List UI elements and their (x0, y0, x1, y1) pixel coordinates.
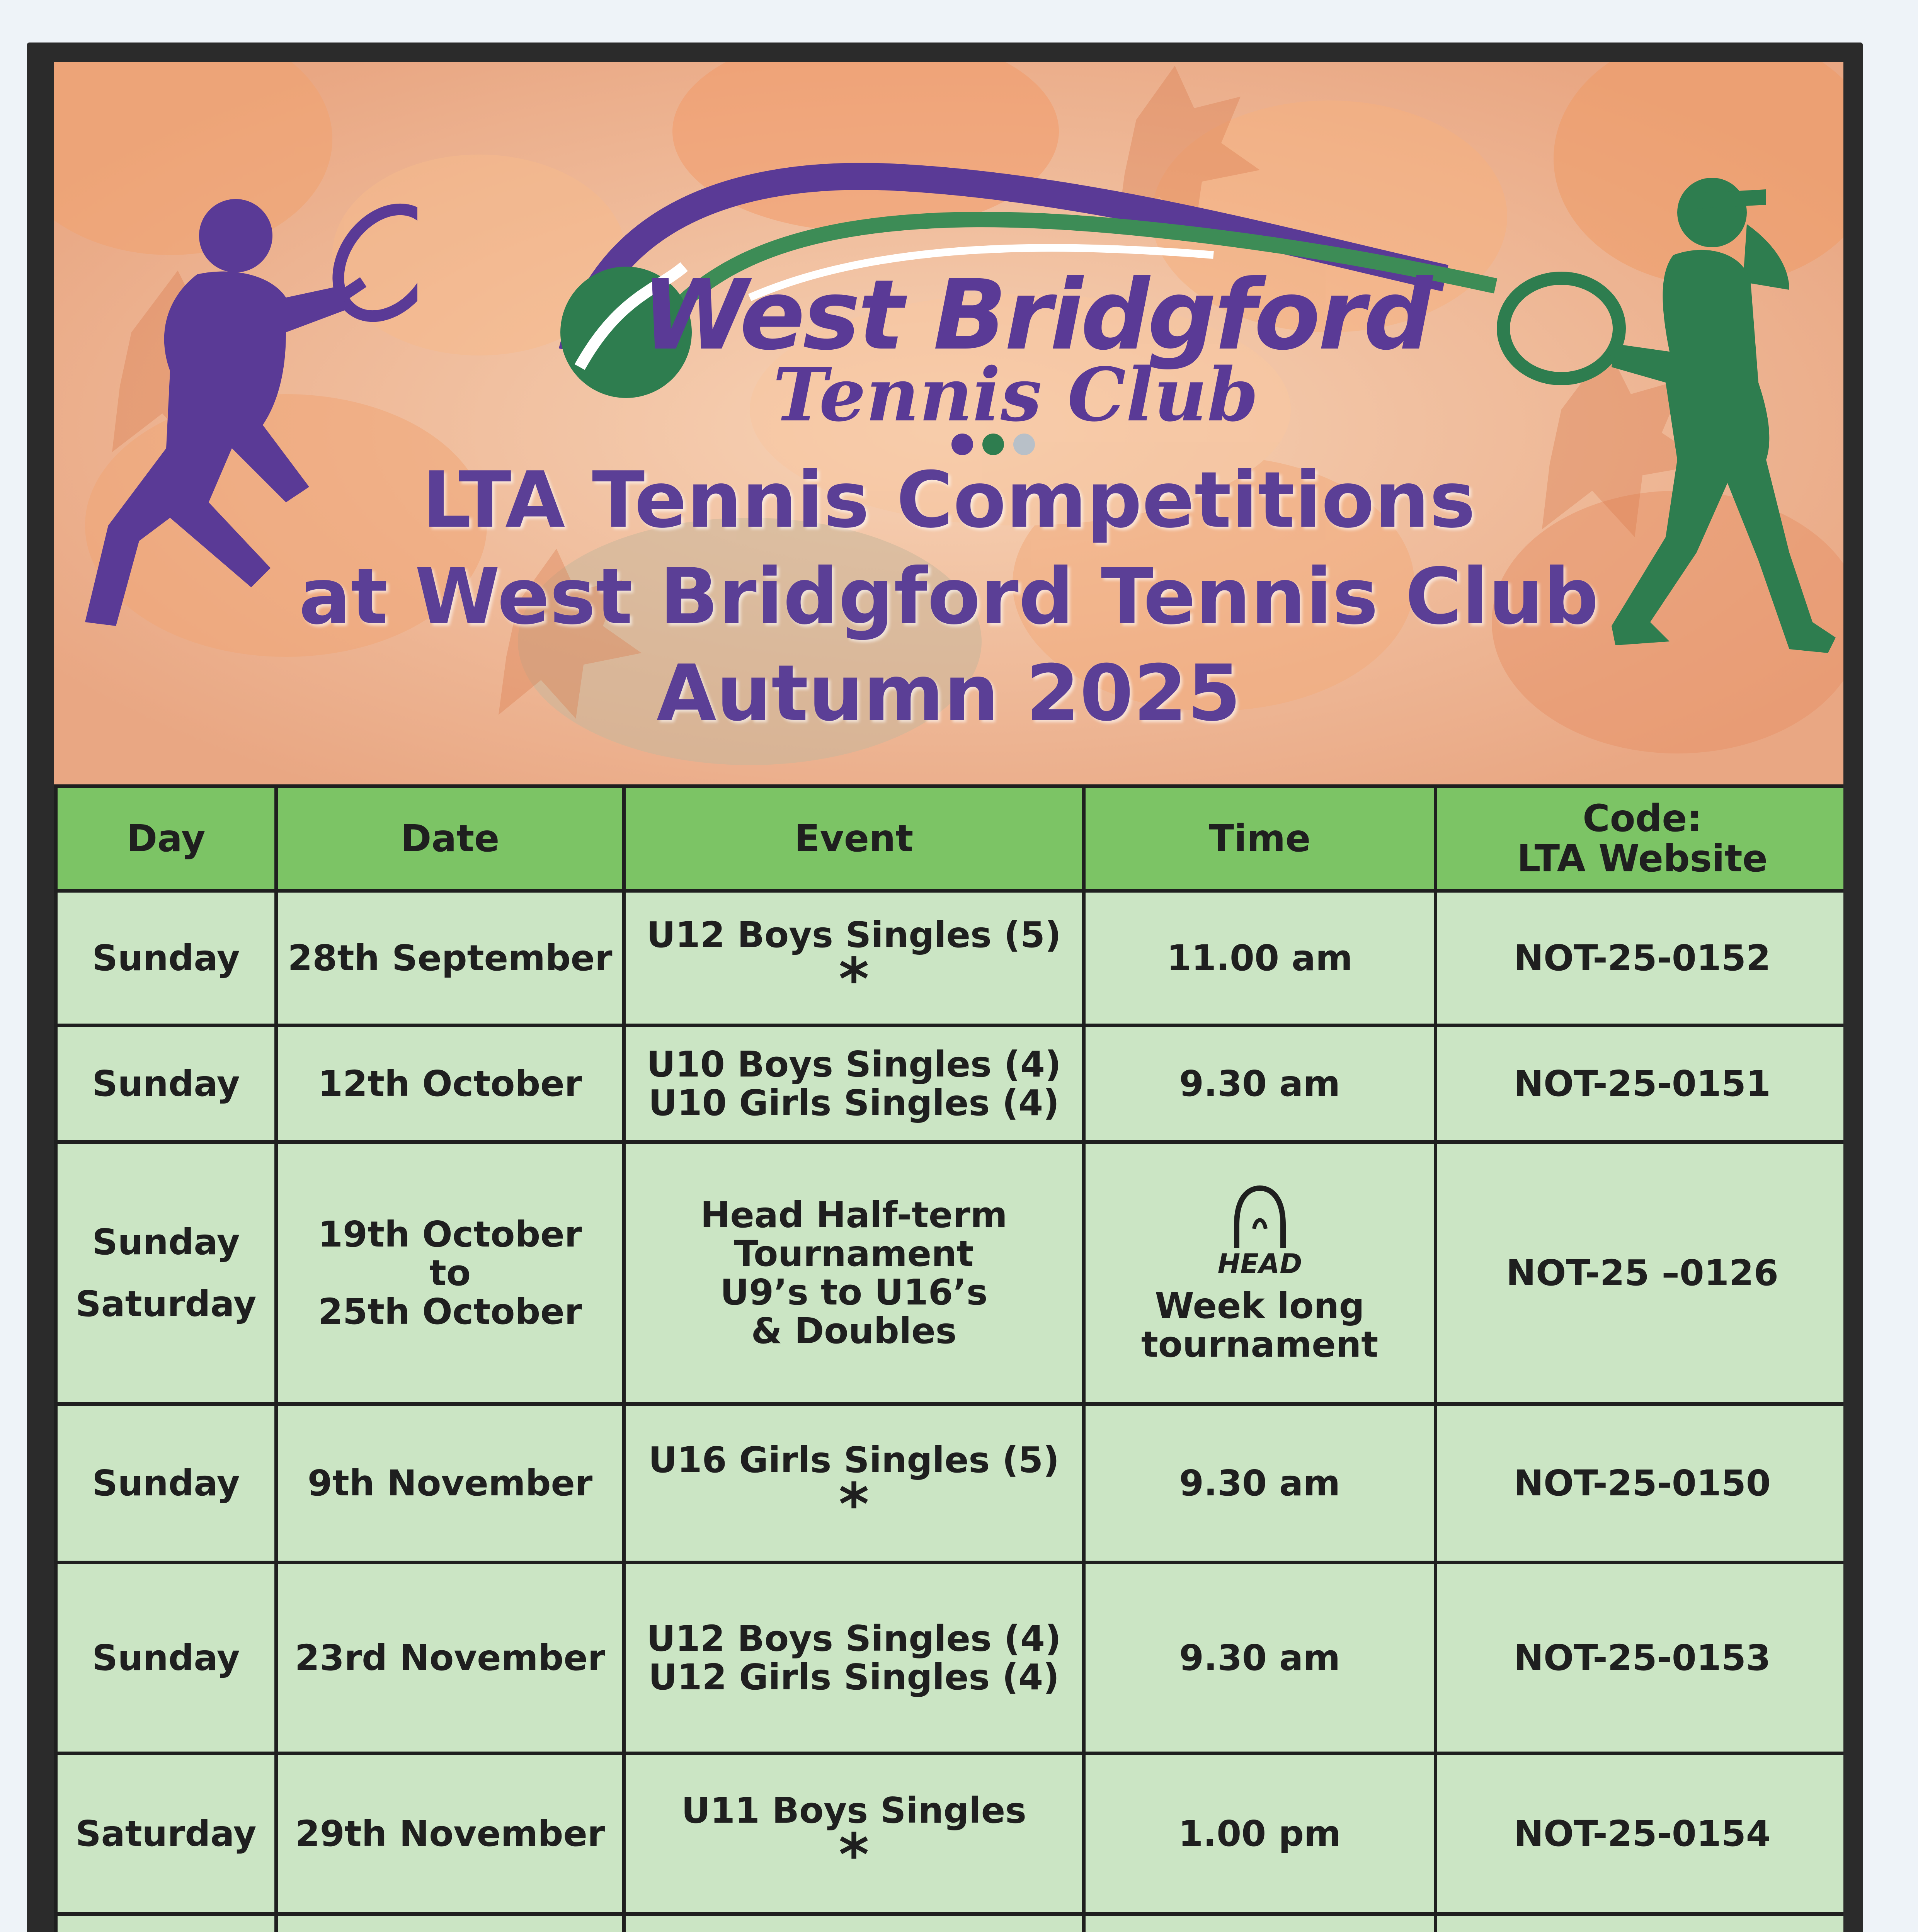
code-cell: NOT-25-0154 (1436, 1753, 1844, 1914)
headline (54, 452, 1843, 742)
date-cell: 9th November (276, 1404, 624, 1563)
time-cell: 9.30 am (1084, 1563, 1436, 1753)
time-line: Week long (1155, 1285, 1365, 1327)
date-line: to (429, 1252, 471, 1294)
table-row (56, 1026, 1844, 1142)
day-cell (56, 1914, 276, 1932)
time-cell (1084, 1914, 1436, 1932)
day-cell: Saturday (56, 1753, 276, 1914)
table-row (56, 891, 1844, 1026)
day-line: Saturday (75, 1283, 257, 1325)
time-cell (1084, 1142, 1436, 1404)
headline-line-1: LTA Tennis Competitions (422, 455, 1476, 545)
event-line: & Doubles (751, 1310, 957, 1352)
time-cell: 9.30 am (1084, 1404, 1436, 1563)
code-cell: NOT-25-0153 (1436, 1563, 1844, 1753)
header-event: Event (624, 786, 1084, 891)
code-cell: NOT-25 –0126 (1436, 1142, 1844, 1404)
day-cell: Sunday (56, 891, 276, 1026)
date-cell: 12th October (276, 1026, 624, 1142)
event-line: U11 Boys Singles (681, 1789, 1026, 1831)
club-name-main: West Bridgford (642, 259, 1430, 371)
event-cell (624, 1404, 1084, 1563)
event-cell (624, 1914, 1084, 1932)
code-cell: NOT-25-0152 (1436, 891, 1844, 1026)
time-line: tournament (1141, 1323, 1379, 1365)
head-brand-logo-icon (1179, 1182, 1341, 1279)
event-line: U12 Boys Singles (5) (647, 914, 1061, 956)
headline-line-3: Autumn 2025 (656, 648, 1241, 738)
time-cell: 1.00 pm (1084, 1753, 1436, 1914)
date-cell (276, 1914, 624, 1932)
head-logo-text: HEAD (1217, 1248, 1302, 1279)
time-cell: 11.00 am (1084, 891, 1436, 1026)
date-line: 19th October (318, 1213, 582, 1255)
header-code-line-1: Code: (1583, 797, 1702, 840)
club-name-sub: Tennis Club (773, 352, 1259, 438)
header-time: Time (1084, 786, 1436, 891)
table-row (56, 1914, 1844, 1932)
headline-line-2: at West Bridgford Tennis Club (299, 552, 1599, 642)
header-day: Day (56, 786, 276, 891)
club-logo (557, 151, 1503, 468)
date-line: 25th October (318, 1291, 582, 1332)
code-cell (1436, 1914, 1844, 1932)
first-come-asterisk: * (839, 946, 869, 1013)
first-come-asterisk: * (839, 1821, 869, 1889)
event-line: U16 Girls Singles (5) (648, 1439, 1060, 1481)
event-cell (624, 1142, 1084, 1404)
day-line: Sunday (92, 1221, 240, 1263)
date-cell: 23rd November (276, 1563, 624, 1753)
header-code (1436, 786, 1844, 891)
event-cell (624, 1026, 1084, 1142)
event-cell (624, 1753, 1084, 1914)
event-cell (624, 891, 1084, 1026)
event-line: Head Half-term (700, 1194, 1008, 1236)
event-line: U9’s to U16’s (720, 1271, 988, 1313)
event-line: U12 Girls Singles (4) (648, 1656, 1060, 1698)
table-row (56, 1142, 1844, 1404)
day-cell: Sunday (56, 1563, 276, 1753)
event-line: Tournament (734, 1233, 974, 1274)
event-line: U12 Boys Singles (4) (647, 1617, 1061, 1659)
table-header-row (56, 786, 1844, 891)
event-cell (624, 1563, 1084, 1753)
competition-schedule-table (54, 784, 1843, 1932)
poster (54, 62, 1843, 1932)
event-line: U10 Girls Singles (4) (648, 1082, 1060, 1124)
event-line: U10 Boys Singles (4) (647, 1043, 1061, 1085)
time-cell: 9.30 am (1084, 1026, 1436, 1142)
day-cell: Sunday (56, 1026, 276, 1142)
day-cell: Sunday (56, 1404, 276, 1563)
day-cell (56, 1142, 276, 1404)
table-row (56, 1753, 1844, 1914)
table-row (56, 1404, 1844, 1563)
header-date: Date (276, 786, 624, 891)
code-cell: NOT-25-0151 (1436, 1026, 1844, 1142)
code-cell: NOT-25-0150 (1436, 1404, 1844, 1563)
date-cell (276, 1142, 624, 1404)
first-come-asterisk: * (839, 1471, 869, 1538)
date-cell: 28th September (276, 891, 624, 1026)
header-code-line-2: LTA Website (1517, 837, 1768, 880)
date-cell: 29th November (276, 1753, 624, 1914)
table-row (56, 1563, 1844, 1753)
